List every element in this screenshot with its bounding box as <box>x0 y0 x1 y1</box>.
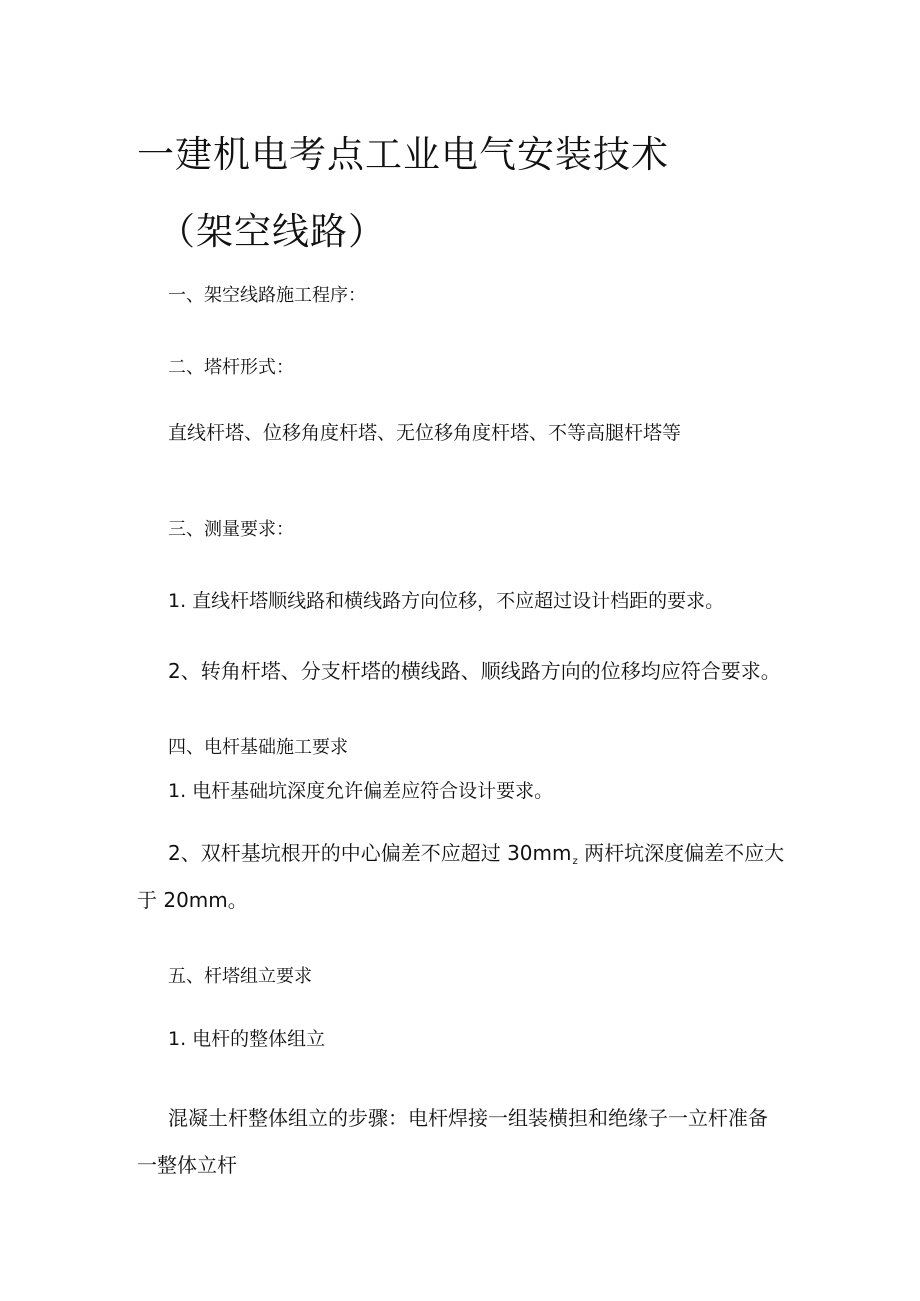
section3-item1: 1. 直线杆塔顺线路和横线路方向位移，不应超过设计档距的要求。 <box>168 590 725 612</box>
section4-item2-line2: 于 20mm。 <box>137 888 248 912</box>
section4-item2-line1 <box>168 843 784 867</box>
document-title-line1: 一建机电考点工业电气安装技术 <box>137 133 669 176</box>
section3-item2: 2、转角杆塔、分支杆塔的横线路、顺线路方向的位移均应符合要求。 <box>168 659 781 683</box>
section5-body-line2: 一整体立杆 <box>137 1153 237 1177</box>
section5-body-line1: 混凝土杆整体组立的步骤：电杆焊接一组装横担和绝缘子一立杆准备 <box>168 1106 768 1130</box>
section4-item1: 1. 电杆基础坑深度允许偏差应符合设计要求。 <box>168 780 554 802</box>
section1-heading: 一、架空线路施工程序： <box>168 285 366 306</box>
section4-heading: 四、电杆基础施工要求 <box>168 737 348 758</box>
section4-item2-text-part1: 2、双杆基坑根开的中心偏差不应超过 30mm <box>168 841 572 865</box>
document-title-line2: （架空线路） <box>158 210 386 253</box>
section2-heading: 二、塔杆形式： <box>168 357 294 378</box>
section5-item1: 1. 电杆的整体组立 <box>168 1028 326 1050</box>
section5-heading: 五、杆塔组立要求 <box>168 966 312 987</box>
section3-heading: 三、测量要求： <box>168 519 294 540</box>
section4-item2-subscript: z <box>572 856 578 867</box>
section2-body: 直线杆塔、位移角度杆塔、无位移角度杆塔、不等高腿杆塔等 <box>168 422 682 444</box>
section4-item2-text-part2: 两杆坑深度偏差不应大 <box>577 841 785 865</box>
